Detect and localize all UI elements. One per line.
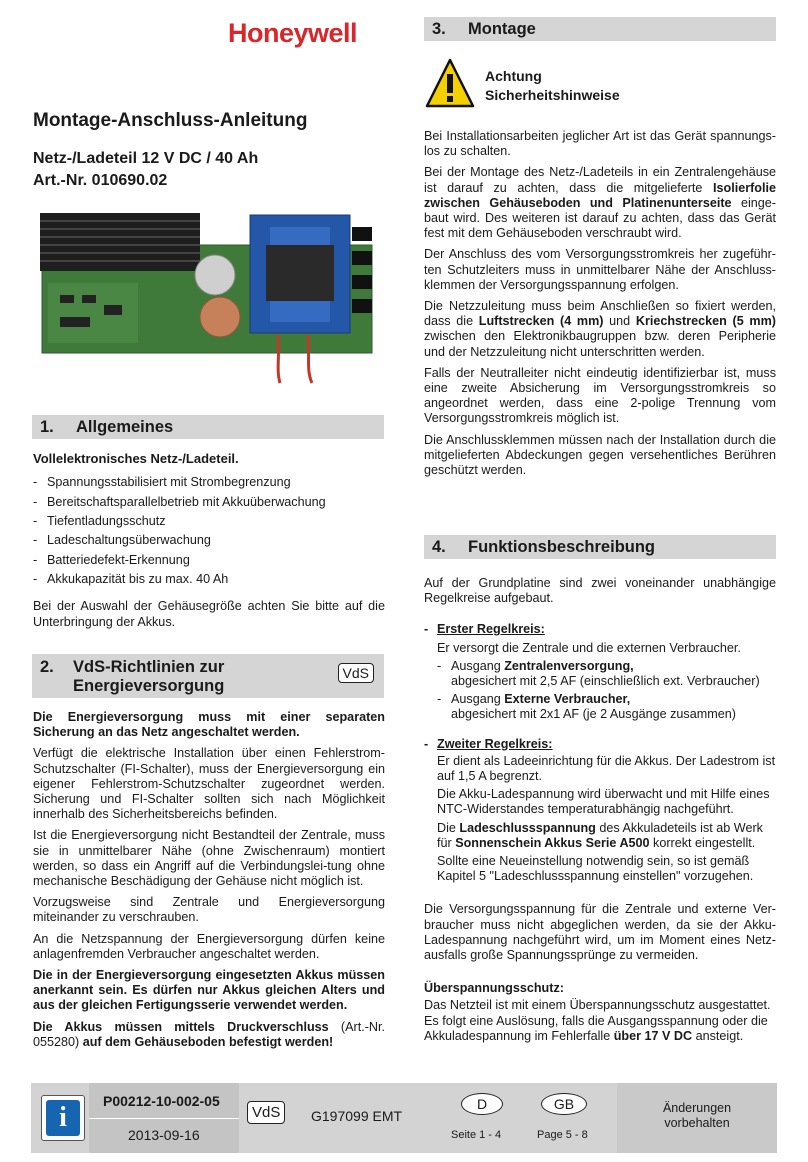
ueberspannung-text-end: ansteigt. xyxy=(692,1028,744,1043)
section-2-body xyxy=(33,710,385,1056)
product-title xyxy=(33,148,258,192)
footer-doc-cell xyxy=(89,1083,239,1153)
pages-de: Seite 1 - 4 xyxy=(451,1129,502,1141)
output-central: - Ausgang Zentralenversorgung, abgesichert mit 2,5 AF (einschließlich ext. Verbraucher) xyxy=(437,658,760,689)
feature-item: - Batteriedefekt-Erkennung xyxy=(33,553,385,568)
warning-subtitle: Sicherheitshinweise xyxy=(485,87,620,103)
certificate-number: G197099 EMT xyxy=(311,1108,403,1124)
section-4-header xyxy=(424,535,776,559)
changes-note xyxy=(617,1101,777,1131)
article-number: Art.-Nr. 010690.02 xyxy=(33,172,168,189)
section-2-number: 2. xyxy=(40,658,54,676)
feature-item: - Ladeschaltungsüberwachung xyxy=(33,533,385,548)
section-2-p6: Die in der Energieversorgung eingesetzten Akkus müssen anerkannt sein. Es dürfen nur Akkus gleichen Alters und aus der gleichen Fertigungsserie verwendet werden. xyxy=(33,968,385,1013)
regelkreis-1: - Erster Regelkreis: Er versorgt die Zentrale und die externen Verbraucher. - Ausgang Zentralenversorgung, abgesichert mit 2,5 AF (einschließlich ext. Verbraucher) - Ausgang Externe Verbraucher, abgesichert mit 2x1 AF (je 2 Ausgänge zusammen) xyxy=(424,622,776,722)
warning-title: Achtung xyxy=(485,68,542,84)
changes-note-line2: vorbehalten xyxy=(664,1116,730,1130)
section-2-p7-article: (Art.-Nr. 055280) xyxy=(33,1019,386,1049)
output-external-name: Externe Verbraucher, xyxy=(504,692,631,707)
changes-note-line1: Änderungen xyxy=(662,1101,732,1115)
regelkreis-2-p3-mid: des Akkuladeteils ist ab Werk für xyxy=(437,820,763,850)
section-3-p4-air-gap: Luftstrecken (4 mm) xyxy=(478,314,604,329)
section-3-p4-text-end: zwischen den Elektronikbaugruppen bzw. deren Peripherie und der Netzzuleitung nicht unterschritten werden. xyxy=(424,329,776,359)
regelkreis-2-p3-bold: Ladeschlussspannung xyxy=(459,820,596,835)
output-external-fuse: abgesichert mit 2x1 AF (je 2 Ausgänge zusammen) xyxy=(451,707,736,722)
regelkreis-2-p1: Er dient als Ladeeinrichtung für die Akkus. Der Ladestrom ist auf 1,5 A begrenzt. xyxy=(437,753,776,784)
info-box xyxy=(41,1095,85,1141)
section-1-title: Allgemeines xyxy=(76,417,174,436)
output-central-fuse: abgesichert mit 2,5 AF (einschließlich ext. Verbraucher) xyxy=(451,674,760,689)
regelkreis-2-title: Zweiter Regelkreis: xyxy=(437,736,553,751)
output-external: - Ausgang Externe Verbraucher, abgesichert mit 2x1 AF (je 2 Ausgänge zusammen) xyxy=(437,692,736,722)
section-4-title: Funktionsbeschreibung xyxy=(468,537,656,556)
regelkreis-2-p3-pre: Die xyxy=(437,820,460,835)
section-1-body xyxy=(33,451,385,636)
section-3-p4-text: Die Netzzuleitung muss beim Anschließen so fixiert werden, dass die xyxy=(424,299,776,329)
feature-item: - Bereitschaftsparallelbetrieb mit Akkuüberwachung xyxy=(33,495,385,510)
section-3-p4 xyxy=(424,299,776,360)
section-3-p4-and: und xyxy=(603,314,636,329)
section-2-p7-bold-end: auf dem Gehäuseboden befestigt werden! xyxy=(82,1034,334,1049)
warning-text xyxy=(485,67,620,105)
section-2-p4: Vorzugsweise sind Zentrale und Energieversorgung miteinander zu verschrauben. xyxy=(33,895,385,925)
section-4-intro: Auf der Grundplatine sind zwei voneinander unabhängige Regelkreise aufgebaut. xyxy=(424,576,776,606)
section-2-p7 xyxy=(33,1020,385,1050)
section-2-p2: Verfügt die elektrische Installation über einen Fehlerstrom-Schutzschalter (FI-Schalter), muss der Energieversorgung ein eigener Fehlerstrom-Schutzschalter zugeordnet werden. Sicherung und FI-Schalter sollten sich nach Möglichkeit innerhalb des Sicherheitsbereichs befinden. xyxy=(33,746,385,822)
section-2-header xyxy=(32,654,384,698)
section-3-p2-text-end: einge-baut wird. Des weiteren ist darauf zu achten, dass das Gerät fest mit dem Gehäuseboden verschraubt wird. xyxy=(424,195,776,241)
section-3-header xyxy=(424,17,776,41)
feature-item: - Tiefentladungsschutz xyxy=(33,514,385,529)
section-1-number: 1. xyxy=(40,417,54,436)
section-3-p2-bold: Isolierfolie zwischen Gehäuseboden und Platinenunterseite xyxy=(424,180,776,210)
footer-note-cell xyxy=(617,1083,777,1153)
language-d-badge[interactable]: D xyxy=(461,1093,503,1115)
section-4-body xyxy=(424,576,776,1050)
ueberspannung-title: Überspannungsschutz: xyxy=(424,981,564,996)
output-central-name: Zentralenversorgung, xyxy=(504,658,634,673)
section-2-title-line2: Energieversorgung xyxy=(73,677,225,695)
footer xyxy=(31,1083,777,1153)
ueberspannung-text xyxy=(424,998,776,1044)
output-external-pre: Ausgang xyxy=(451,692,505,707)
section-3-p3: Der Anschluss des vom Versorgungsstromkreis her zugeführ-ten Schutzleiters muss in unmittelbarer Nähe der Anschluss-klemmen der Versorgungsspannung erfolgen. xyxy=(424,247,776,292)
honeywell-logo: Honeywell xyxy=(228,18,358,48)
section-2-title xyxy=(73,658,224,696)
feature-item: - Akkukapazität bis zu max. 40 Ah xyxy=(33,572,385,587)
regelkreis-2-p3-battery: Sonnenschein Akkus Serie A500 xyxy=(455,835,650,850)
section-3-number: 3. xyxy=(432,19,446,38)
section-1-lead: Vollelektronisches Netz-/Ladeteil. xyxy=(33,451,239,466)
output-central-pre: Ausgang xyxy=(451,658,505,673)
section-4-number: 4. xyxy=(432,537,446,556)
section-1-header xyxy=(32,415,384,439)
language-gb-badge[interactable]: GB xyxy=(541,1093,587,1115)
section-3-p2-text: Bei der Montage des Netz-/Ladeteils in ein Zentralengehäuse ist darauf zu achten, dass die mitgelieferte xyxy=(424,165,776,195)
section-2-title-line1: VdS-Richtlinien zur xyxy=(73,658,225,676)
section-2-p1: Die Energieversorgung muss mit einer separaten Sicherung an das Netz angeschaltet werden. xyxy=(33,710,385,740)
section-3-p6: Die Anschlussklemmen müssen nach der Installation durch die mitgelieferten Abdeckungen gegen versehentliches Berühren geschützt werden. xyxy=(424,432,776,478)
vds-logo: VdS xyxy=(247,1101,285,1124)
feature-item: - Spannungsstabilisiert mit Strombegrenzung xyxy=(33,475,385,490)
ueberspannung-text-main: Das Netzteil ist mit einem Überspannungsschutz ausgestattet. Es folgt eine Auslösung, falls die Ausgangsspannung oder die Akkuladespannung im Fehlerfalle xyxy=(424,998,771,1043)
page-title: Montage-Anschluss-Anleitung xyxy=(33,110,308,131)
section-1-note: Bei der Auswahl der Gehäusegröße achten Sie bitte auf die Unterbringung der Akkus. xyxy=(33,599,385,629)
product-photo xyxy=(40,205,380,385)
section-3-p5: Falls der Neutralleiter nicht eindeutig identifizierbar ist, muss eine zweite Absicherung im Versorgungsstromkreis so angeordnet werden, dass eine 2-polige Trennung vom Versorgungsstromkreis möglich ist. xyxy=(424,365,776,426)
section-3-p4-creepage: Kriechstrecken (5 mm) xyxy=(635,314,776,329)
info-icon: i xyxy=(46,1100,80,1136)
product-name: Netz-/Ladeteil 12 V DC / 40 Ah xyxy=(33,150,259,167)
section-2-p7-bold: Die Akkus müssen mittels Druckverschluss xyxy=(33,1019,329,1034)
section-4-versorgung: Die Versorgungsspannung für die Zentrale und externe Ver-braucher muss nicht abgeglichen werden, da sie der Akku-Ladespannung nachgeführt wird, um im Moment eines Netz-ausfalls große Spannungssprünge zu vermeiden. xyxy=(424,902,776,963)
section-3-body xyxy=(424,129,776,484)
regelkreis-1-title: Erster Regelkreis: xyxy=(437,622,545,637)
section-2-p3: Ist die Energieversorgung nicht Bestandteil der Zentrale, muss sie in unmittelbarer Nähe (ohne Zwischenraum) montiert werden, so dass ein Angriff auf die Verbindungslei-tung ohne mechanische Beschädigung der Gehäuse nicht möglich ist. xyxy=(33,828,385,889)
regelkreis-2-p3-end: korrekt eingestellt. xyxy=(649,835,756,850)
regelkreis-2-p2: Die Akku-Ladespannung wird überwacht und mit Hilfe eines NTC-Widerstandes temperaturabhängig nachgeführt. xyxy=(437,787,770,817)
regelkreis-2-p4: Sollte eine Neueinstellung notwendig sein, so ist gemäß Kapitel 5 "Ladeschlussspannung einstellen" vorzugehen. xyxy=(437,854,754,884)
section-2-p5: An die Netzspannung der Energieversorgung dürfen keine anlagenfremden Verbraucher angeschaltet werden. xyxy=(33,931,385,961)
regelkreis-2-p3 xyxy=(437,821,776,851)
warning-triangle-icon xyxy=(425,57,475,109)
section-3-p1: Bei Installationsarbeiten jeglicher Art ist das Gerät spannungs-los zu schalten. xyxy=(424,129,776,159)
section-3-p2 xyxy=(424,165,776,241)
document-date: 2013-09-16 xyxy=(128,1127,200,1143)
regelkreis-1-text: Er versorgt die Zentrale und die externen Verbraucher. xyxy=(437,640,741,655)
vds-badge: VdS xyxy=(338,663,374,683)
ueberspannung-threshold: über 17 V DC xyxy=(613,1028,693,1043)
section-3-title: Montage xyxy=(468,19,536,38)
pages-en: Page 5 - 8 xyxy=(537,1129,588,1141)
regelkreis-2: - Zweiter Regelkreis: Er dient als Ladeeinrichtung für die Akkus. Der Ladestrom ist auf 1,5 A begrenzt. Die Akku-Ladespannung wird überwacht und mit Hilfe eines NTC-Widerstandes temperaturabhängig nachgeführt. Die Ladeschlussspannung des Akkuladeteils ist ab Werk für Sonnenschein Akkus Serie A500 korrekt eingestellt. Sollte eine Neueinstellung notwendig sein, so ist gemäß Kapitel 5 "Ladeschlussspannung einstellen" vorzugehen. xyxy=(424,736,776,884)
feature-list xyxy=(33,475,385,587)
document-number: P00212-10-002-05 xyxy=(103,1093,220,1109)
